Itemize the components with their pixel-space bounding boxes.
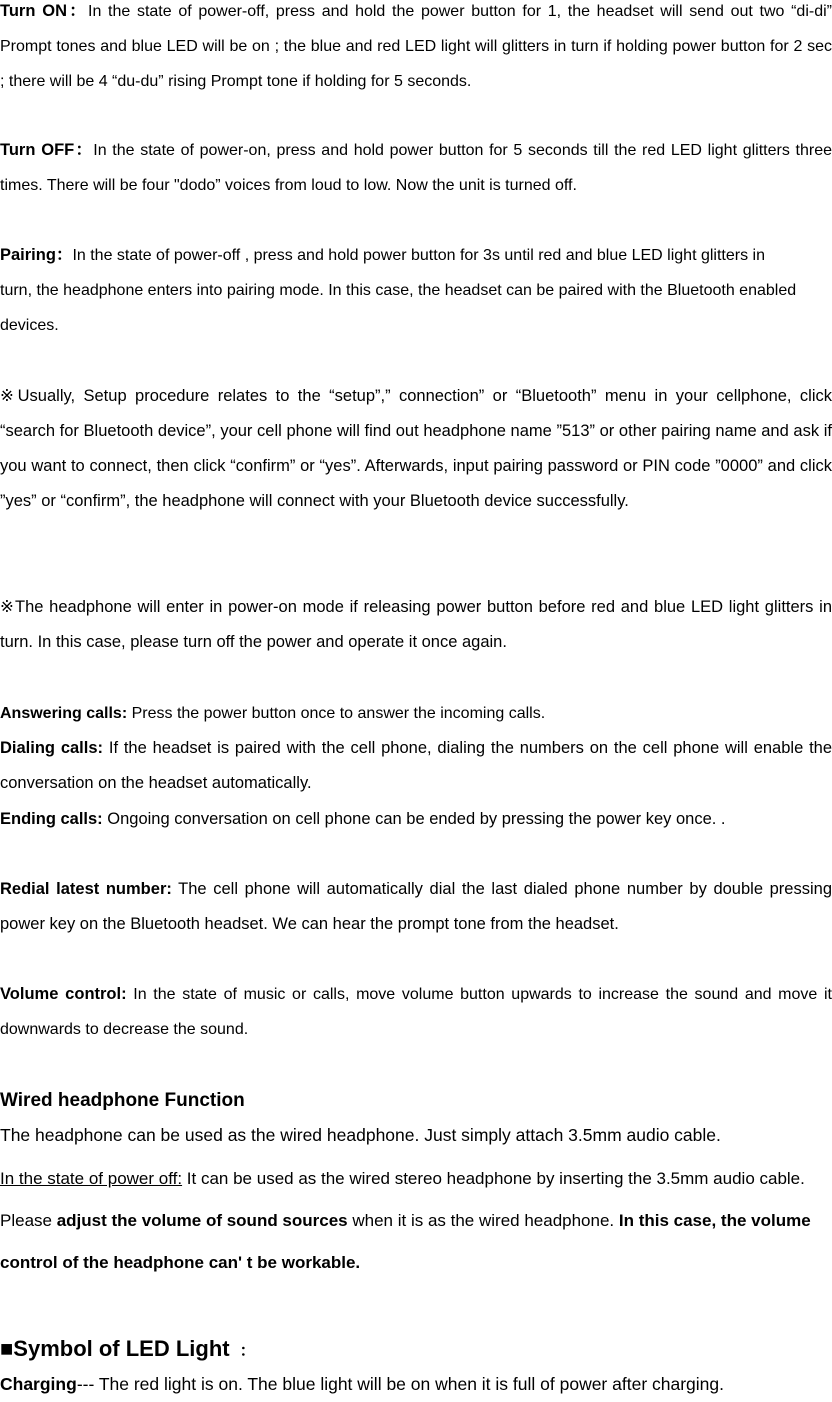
turn-on-label: Turn ON xyxy=(0,2,68,20)
answering-label: Answering calls: xyxy=(0,705,128,722)
setup-note: ※Usually, Setup procedure relates to the “setup”,” connection” or “Bluetooth” menu in your cellphone, click “search for Bluetooth device”, your cell phone will find out headphone name ”513” or other pairing name and ask if you want to connect, then click “confirm” or “yes”. Afterwards, input pairing password or PIN code ”0000” and click ”yes” or “confirm”, the headphone will connect with your Bluetooth device successfully. xyxy=(0,387,832,510)
answering-paragraph xyxy=(0,696,832,731)
turn-off-text: In the state of power-on, press and hold power button for 5 seconds till the red LED light glitters three times. There will be four "dodo” voices from loud to low. Now the unit is turned off. xyxy=(0,142,832,194)
turn-on-sep: ： xyxy=(67,2,88,20)
ending-paragraph xyxy=(0,802,832,837)
pairing-text: In the state of power-off , press and hold power button for 3s until red and blue LED light glitters in turn, the headphone enters into pairing mode. In this case, the headset can be paired with the Bluetooth enabled devices. xyxy=(0,247,797,334)
wired-line1: The headphone can be used as the wired headphone. Just simply attach 3.5mm audio cable. xyxy=(0,1125,721,1145)
charging-text: --- The red light is on. The blue light will be on when it is full of power after charging. xyxy=(76,1374,724,1394)
turn-off-label: Turn OFF xyxy=(0,141,75,159)
volume-label: Volume control: xyxy=(0,985,127,1003)
ending-text: Ongoing conversation on cell phone can be ended by pressing the power key once. . xyxy=(102,810,726,828)
wired-bold-a: adjust the volume of sound sources xyxy=(56,1211,348,1230)
ending-label: Ending calls: xyxy=(0,810,103,828)
dialing-paragraph xyxy=(0,731,832,801)
volume-text: In the state of music or calls, move volume button upwards to increase the sound and move it downwards to decrease the sound. xyxy=(0,986,832,1038)
turn-off-sep: ： xyxy=(74,141,94,159)
pairing-label: Pairing xyxy=(0,246,56,264)
charging-paragraph xyxy=(0,1367,832,1402)
charging-label: Charging xyxy=(0,1374,77,1394)
redial-text: The cell phone will automatically dial the last dialed phone number by double pressing power key on the Bluetooth headset. We can hear the prompt tone from the headset. xyxy=(0,880,832,933)
wired-paragraph xyxy=(0,1158,815,1284)
answering-text: Press the power button once to answer the incoming calls. xyxy=(127,705,546,722)
wired-text-a: It can be used as the wired stereo headphone by inserting the 3.5mm audio cable. Please xyxy=(0,1169,805,1230)
led-heading xyxy=(0,1331,832,1369)
turn-off-paragraph xyxy=(0,133,832,203)
turn-on-text: In the state of power-off, press and hold the power button for 1, the headset will send out two “di-di” Prompt tones and blue LED will be on ; the blue and red LED light will glitters in turn if holding power button for 2 sec ; there will be 4 “du-du” rising Prompt tone if holding for 5 seconds. xyxy=(0,3,832,90)
wired-heading: Wired headphone Function xyxy=(0,1090,245,1111)
redial-paragraph xyxy=(0,872,832,942)
pairing-sep: ： xyxy=(55,246,73,264)
release-note: ※The headphone will enter in power-on mode if releasing power button before red and blue LED light glitters in turn. In this case, please turn off the power and operate it once again. xyxy=(0,598,832,651)
pairing-paragraph xyxy=(0,238,800,343)
led-heading-text: ■Symbol of LED Light xyxy=(0,1336,230,1361)
dialing-text: If the headset is paired with the cell phone, dialing the numbers on the cell phone will enable the conversation on the headset automatically. xyxy=(0,739,832,792)
volume-paragraph xyxy=(0,977,832,1047)
dialing-label: Dialing calls: xyxy=(0,739,104,757)
redial-label: Redial latest number: xyxy=(0,880,172,898)
wired-underline-text: In the state of power off: xyxy=(0,1169,183,1188)
turn-on-paragraph xyxy=(0,0,832,99)
wired-text-b: when it is as the wired headphone. xyxy=(347,1211,619,1230)
wired-bold-b: In this case, the volume control of the headphone can' t be workable. xyxy=(0,1211,811,1272)
led-heading-sep: ： xyxy=(239,1343,256,1360)
